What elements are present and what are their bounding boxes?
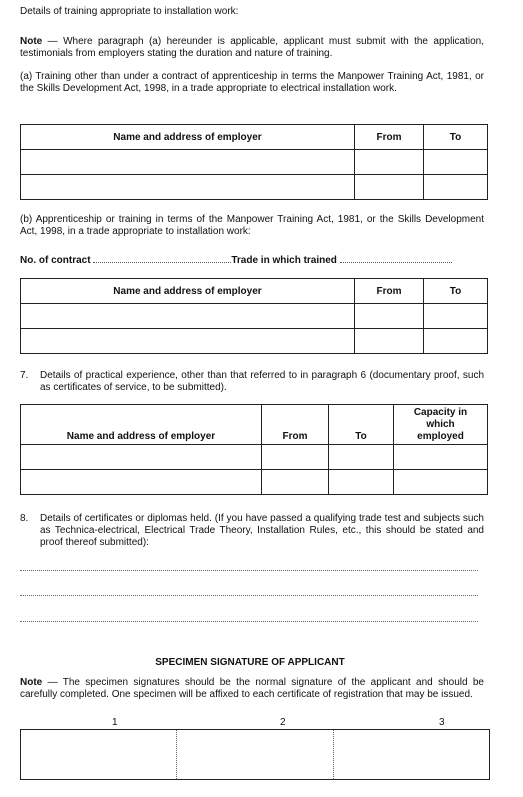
column-header-from: From <box>262 405 329 445</box>
item-text: Details of certificates or diplomas held. (If you have passed a qualifying trade test and subjects such as Technica-electrical, Electrical Trade Theory, Installation Rules, etc., this should be stated and proof thereof submitted): <box>40 513 484 548</box>
employer-cell[interactable] <box>21 445 262 470</box>
column-header-name: Name and address of employer <box>21 125 355 150</box>
trade-label: Trade in which trained <box>231 255 337 266</box>
employer-table-a <box>20 124 488 200</box>
table-row <box>21 329 488 354</box>
note-label: Note <box>20 36 43 47</box>
column-header-name: Name and address of employer <box>21 405 262 445</box>
column-header-from: From <box>355 279 424 304</box>
from-cell[interactable] <box>355 175 424 200</box>
table-row <box>21 470 488 495</box>
note-text: — The specimen signatures should be the normal signature of the applicant and should be carefully completed. One specimen will be affixed to each certificate of registration that may be issued. <box>20 677 484 700</box>
from-cell[interactable] <box>355 329 424 354</box>
note-label: Note <box>20 677 43 688</box>
item-text: Details of practical experience, other than that referred to in paragraph 6 (documentary proof, such as certificates of service, to be submitted). <box>40 370 484 393</box>
section-heading: Details of training appropriate to installation work: <box>20 6 239 17</box>
item-number: 8. <box>20 513 29 524</box>
signature-number: 2 <box>280 717 286 728</box>
contract-field[interactable] <box>93 253 231 263</box>
certificates-line[interactable] <box>20 621 478 622</box>
employer-cell[interactable] <box>21 304 355 329</box>
to-cell[interactable] <box>329 470 394 495</box>
employer-cell[interactable] <box>21 150 355 175</box>
note-text: — Where paragraph (a) hereunder is applicable, applicant must submit with the application, testimonials from employers stating the duration and nature of training. <box>20 36 484 59</box>
column-header-to: To <box>424 279 488 304</box>
trade-field[interactable] <box>340 253 452 263</box>
column-header-from: From <box>355 125 424 150</box>
employer-cell[interactable] <box>21 329 355 354</box>
column-header-name: Name and address of employer <box>21 279 355 304</box>
to-cell[interactable] <box>329 445 394 470</box>
item-7 <box>20 370 484 394</box>
contract-line <box>20 253 484 266</box>
signature-number: 1 <box>112 717 118 728</box>
capacity-cell[interactable] <box>394 470 488 495</box>
column-header-to: To <box>329 405 394 445</box>
column-header-capacity: Capacity in which employed <box>394 405 488 445</box>
certificates-line[interactable] <box>20 570 478 571</box>
paragraph-b: (b) Apprenticeship or training in terms of the Manpower Training Act, 1981, or the Skills Development Act, 1998, in a trade appropriate to installation work: <box>20 214 484 237</box>
from-cell[interactable] <box>262 470 329 495</box>
table-row <box>21 445 488 470</box>
table-row <box>21 175 488 200</box>
note-training <box>20 36 484 60</box>
to-cell[interactable] <box>424 175 488 200</box>
item-number: 7. <box>20 370 29 381</box>
experience-table <box>20 404 488 495</box>
from-cell[interactable] <box>355 150 424 175</box>
note-signature <box>20 677 484 701</box>
signature-field[interactable] <box>21 730 177 779</box>
table-row <box>21 304 488 329</box>
signature-field[interactable] <box>177 730 333 779</box>
item-8 <box>20 513 484 549</box>
signature-field[interactable] <box>334 730 489 779</box>
signature-boxes <box>20 729 490 780</box>
to-cell[interactable] <box>424 150 488 175</box>
paragraph-a: (a) Training other than under a contract of apprenticeship in terms the Manpower Training Act, 1981, or the Skills Development Act, 1998, in a trade appropriate to electrical installation work. <box>20 71 484 94</box>
signature-number: 3 <box>439 717 445 728</box>
capacity-cell[interactable] <box>394 445 488 470</box>
table-row <box>21 150 488 175</box>
from-cell[interactable] <box>262 445 329 470</box>
to-cell[interactable] <box>424 304 488 329</box>
employer-table-b <box>20 278 488 354</box>
employer-cell[interactable] <box>21 175 355 200</box>
contract-label: No. of contract <box>20 255 91 266</box>
signature-title: SPECIMEN SIGNATURE OF APPLICANT <box>155 657 345 668</box>
employer-cell[interactable] <box>21 470 262 495</box>
certificates-line[interactable] <box>20 595 478 596</box>
column-header-to: To <box>424 125 488 150</box>
from-cell[interactable] <box>355 304 424 329</box>
to-cell[interactable] <box>424 329 488 354</box>
